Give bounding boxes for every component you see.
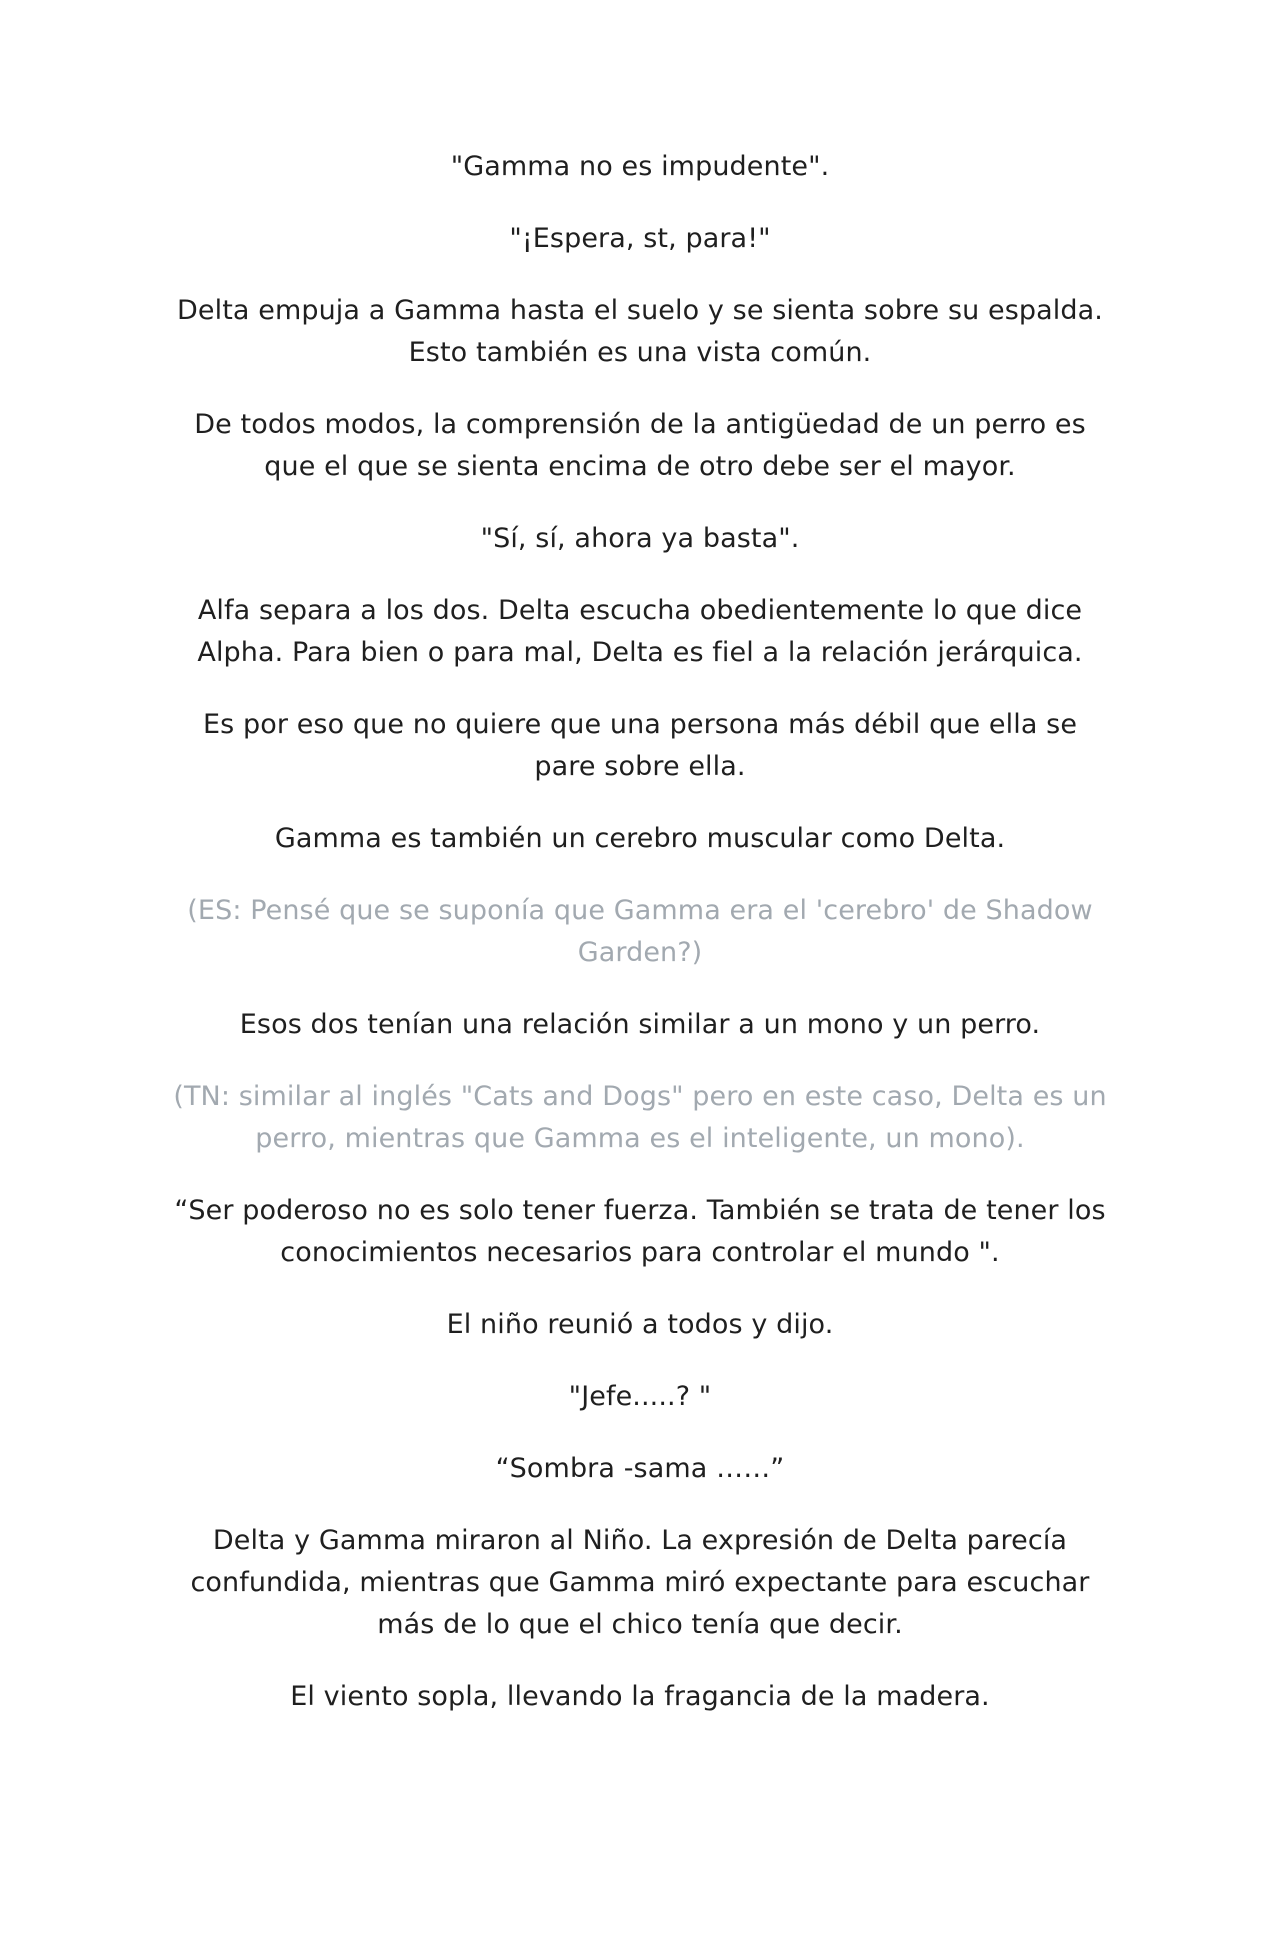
narrative-paragraph: El niño reunió a todos y dijo. (446, 1309, 834, 1340)
narrative-paragraph: El viento sopla, llevando la fragancia de la madera. (290, 1681, 990, 1712)
document-body (170, 146, 1110, 1748)
dialogue-paragraph: “Sombra -sama ……” (495, 1453, 785, 1484)
dialogue-paragraph: “Ser poderoso no es solo tener fuerza. También se trata de tener los conocimientos necesarios para controlar el mundo ". (174, 1195, 1106, 1268)
translator-note: (TN: similar al inglés "Cats and Dogs" pero en este caso, Delta es un perro, mientras que Gamma es el inteligente, un mono). (173, 1081, 1107, 1154)
narrative-paragraph: Delta y Gamma miraron al Niño. La expresión de Delta parecía confundida, mientras que Gamma miró expectante para escuchar más de lo que el chico tenía que decir. (190, 1525, 1090, 1640)
narrative-paragraph: Gamma es también un cerebro muscular como Delta. (274, 823, 1006, 854)
dialogue-paragraph: "¡Espera, st, para!" (509, 223, 771, 254)
dialogue-paragraph: "Gamma no es impudente". (450, 151, 830, 182)
narrative-paragraph: Es por eso que no quiere que una persona más débil que ella se pare sobre ella. (202, 709, 1078, 782)
narrative-paragraph: Alfa separa a los dos. Delta escucha obedientemente lo que dice Alpha. Para bien o para mal, Delta es fiel a la relación jerárquica. (197, 595, 1083, 668)
dialogue-paragraph: "Sí, sí, ahora ya basta". (480, 523, 800, 554)
narrative-paragraph: Esos dos tenían una relación similar a un mono y un perro. (239, 1009, 1041, 1040)
narrative-paragraph: Delta empuja a Gamma hasta el suelo y se sienta sobre su espalda. Esto también es una vista común. (177, 295, 1103, 368)
editor-note: (ES: Pensé que se suponía que Gamma era el 'cerebro' de Shadow Garden?) (187, 895, 1093, 968)
narrative-paragraph: De todos modos, la comprensión de la antigüedad de un perro es que el que se sienta encima de otro debe ser el mayor. (194, 409, 1086, 482)
dialogue-paragraph: "Jefe.....? " (568, 1381, 712, 1412)
